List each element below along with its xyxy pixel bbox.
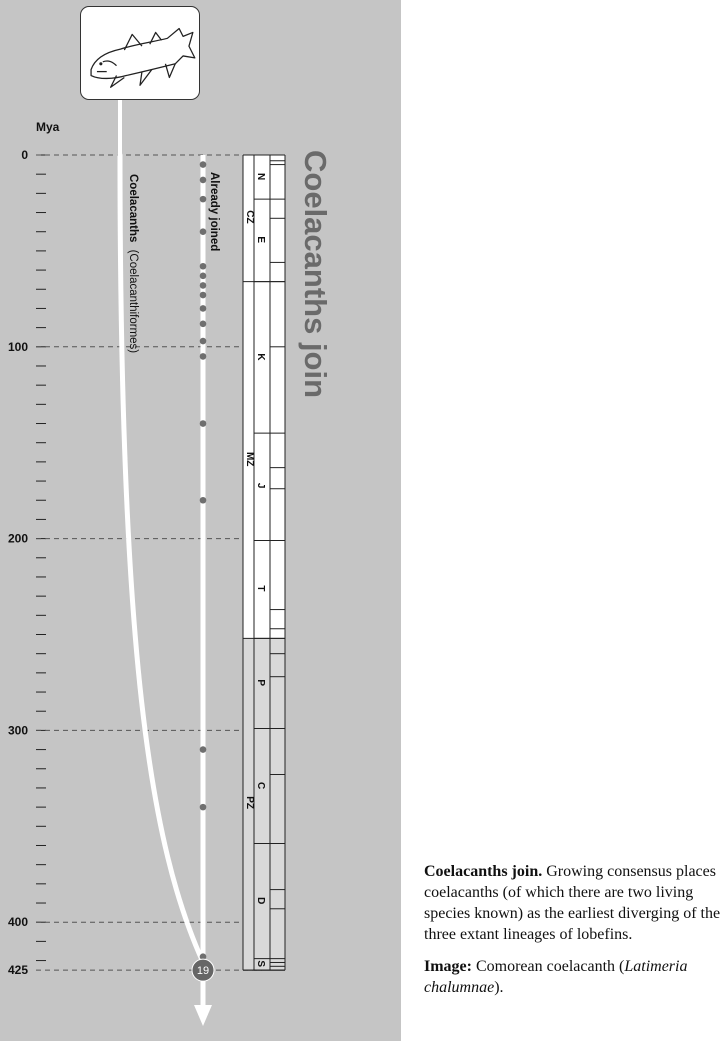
tick-label: 400 (7, 915, 28, 930)
caption-body: Growing consensus places coelacanths (of which there are two living species known) as the earliest diverging of the three extant lineages of lobefins. (424, 863, 721, 943)
caption-heading: Coelacanths join. (424, 863, 543, 880)
period-label: K (255, 353, 266, 361)
tick-label: 100 (7, 339, 28, 354)
era-label: CZ (244, 210, 255, 224)
figure-title: Coelacanths join (298, 150, 333, 399)
join-node (200, 177, 207, 184)
join-node (200, 320, 207, 327)
join-node (200, 305, 207, 312)
caption-paragraph (424, 861, 722, 945)
period-label: C (255, 782, 266, 790)
geologic-time-scale (243, 155, 285, 970)
rendezvous-number: 19 (196, 965, 210, 978)
already-joined-label: Already joined (208, 172, 220, 252)
caption-image-label: Image: (424, 958, 472, 975)
join-node (200, 263, 207, 270)
period-label: S (255, 960, 266, 968)
already-joined-lineages (192, 155, 214, 1026)
period-label: E (255, 236, 266, 244)
caption-image-text: Comorean coelacanth ( (475, 958, 625, 975)
connector-line (118, 100, 122, 155)
join-node (200, 353, 207, 360)
join-node (200, 228, 207, 235)
tick-label: 0 (21, 148, 28, 162)
join-node (200, 282, 207, 289)
lineage-group: (Coelacanthiformes) (127, 249, 139, 354)
caption-species-name: Latimeria chalumnae (424, 958, 688, 996)
lineage-label (127, 174, 139, 353)
join-node (200, 292, 207, 299)
join-node (200, 196, 207, 203)
mya-unit-label: Mya (36, 120, 60, 134)
caption-image-credit (424, 956, 722, 998)
join-node (200, 161, 207, 168)
tick-label: 425 (7, 963, 28, 978)
period-label: P (255, 679, 266, 687)
period-label: J (255, 482, 266, 489)
period-label: D (255, 897, 266, 905)
period-label: N (255, 173, 266, 181)
join-node (200, 746, 207, 753)
join-node (200, 420, 207, 427)
era-label: MZ (244, 451, 255, 467)
join-node (200, 338, 207, 345)
join-node (200, 273, 207, 280)
caption-image-end: ). (494, 979, 504, 996)
figure-caption (424, 861, 722, 1009)
tick-label: 200 (7, 531, 28, 546)
tick-label: 300 (7, 723, 28, 738)
join-node (200, 497, 207, 504)
era-label: PZ (244, 796, 255, 810)
period-label: T (255, 585, 266, 592)
trunk-arrowhead (194, 1005, 212, 1026)
lineage-name: Coelacanths (127, 174, 139, 243)
join-node (200, 804, 207, 811)
